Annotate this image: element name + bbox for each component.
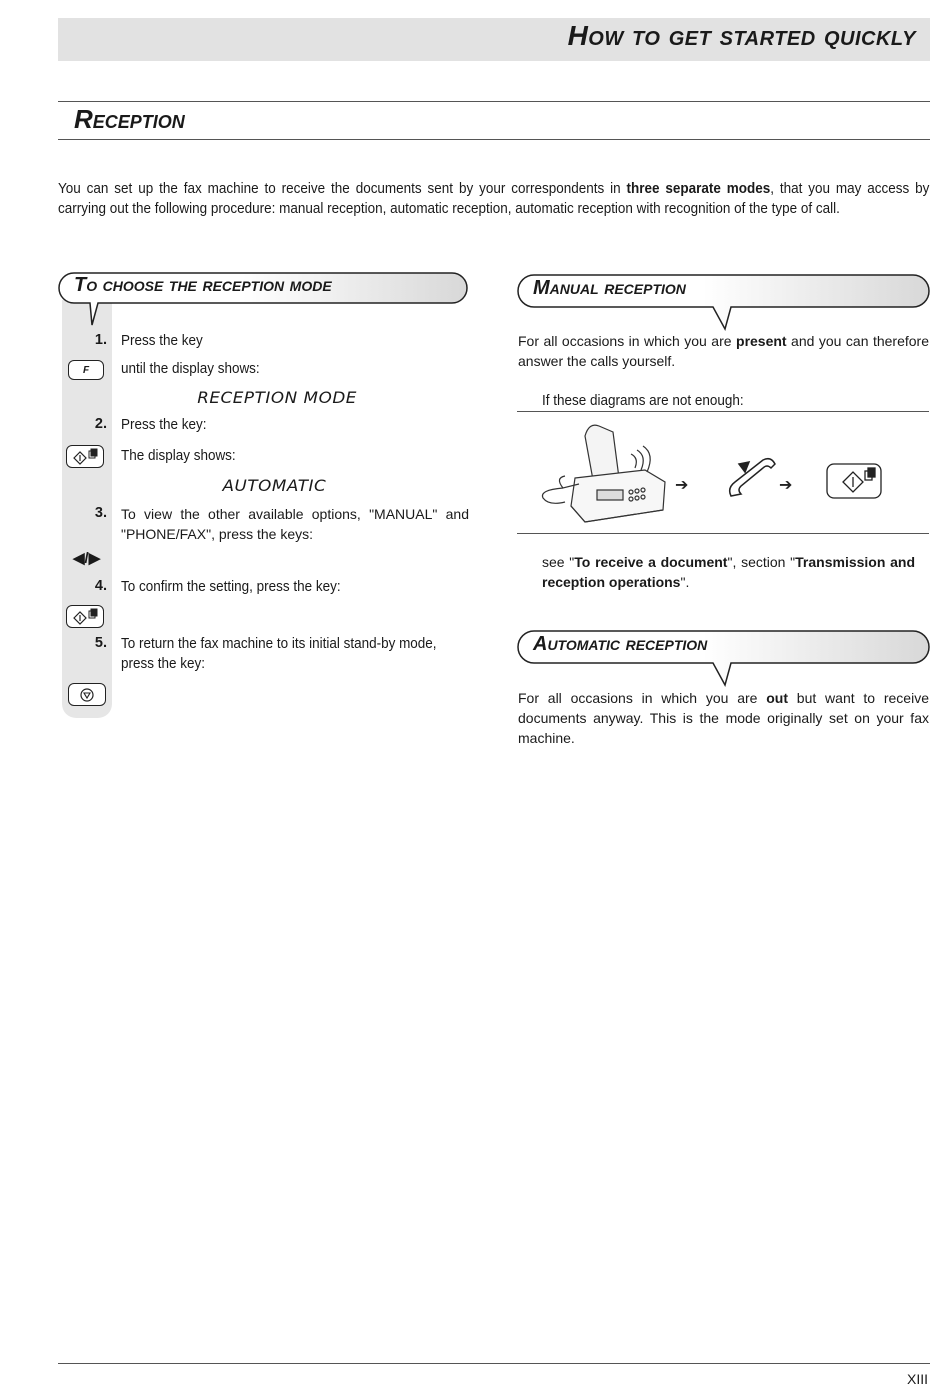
step-1-text: Press the key [121,333,203,349]
manual-reception-title: Manual reception [533,277,686,299]
start-copy-key-icon [66,445,104,468]
step-4-number: 4. [94,578,107,594]
f-key-icon: F [68,360,104,380]
diagram-top-rule [517,411,929,412]
step-1-text2: until the display shows: [121,361,260,377]
step-5-number: 5. [94,635,107,651]
svg-text:➔: ➔ [675,475,689,494]
manual-paragraph: For all occasions in which you are present and you can therefore answer the calls yourself. [518,333,929,369]
step-2-number: 2. [94,416,107,432]
step-4-text: To confirm the setting, press the key: [121,579,341,595]
confirm-key-icon [66,605,104,628]
step-5-text: To return the fax machine to its initial stand-by mode, press the key: [121,636,437,672]
step-3-number: 3. [94,505,107,521]
fax-machine-illustration [542,425,665,522]
start-key-diagram-icon [827,464,881,498]
svg-text:➔: ➔ [779,475,793,494]
step-3-text: To view the other available options, "MANUAL" and "PHONE/FAX", press the keys: [121,506,469,542]
step-1-number: 1. [94,332,107,348]
intro-paragraph: You can set up the fax machine to receive the documents sent by your correspondents in three separate modes, that you may access by carrying out the following procedure: manual reception, automatic reception, automatic reception with recognition of the type of call. [58,181,930,217]
diagram-note: If these diagrams are not enough: [542,393,744,409]
automatic-paragraph: For all occasions in which you are out but want to receive documents anyway. This is the mode originally set on your fax machine. [518,690,929,746]
step-2-text2: The display shows: [121,448,236,464]
fax-reception-diagram [535,418,925,528]
step-2-text: Press the key: [121,417,207,433]
choose-mode-title: To choose the reception mode [74,274,332,296]
arrow-keys-icon: ◀/▶ [73,550,101,567]
footer-rule [58,1363,930,1364]
section-title: Reception [74,104,185,134]
diagram-bottom-rule [517,533,929,534]
section-bottom-rule [58,139,930,140]
automatic-reception-title: Automatic reception [533,633,708,655]
page-number: XIII [906,1371,928,1387]
handset-icon [730,459,775,496]
stop-key-icon [68,683,106,706]
display-automatic: AUTOMATIC [222,476,327,495]
section-top-rule [58,101,930,102]
see-reference: see "To receive a document", section "Transmission and reception operations". [542,554,916,590]
display-reception-mode: RECEPTION MODE [197,388,357,407]
page-header-title: How to get started quickly [567,20,916,51]
